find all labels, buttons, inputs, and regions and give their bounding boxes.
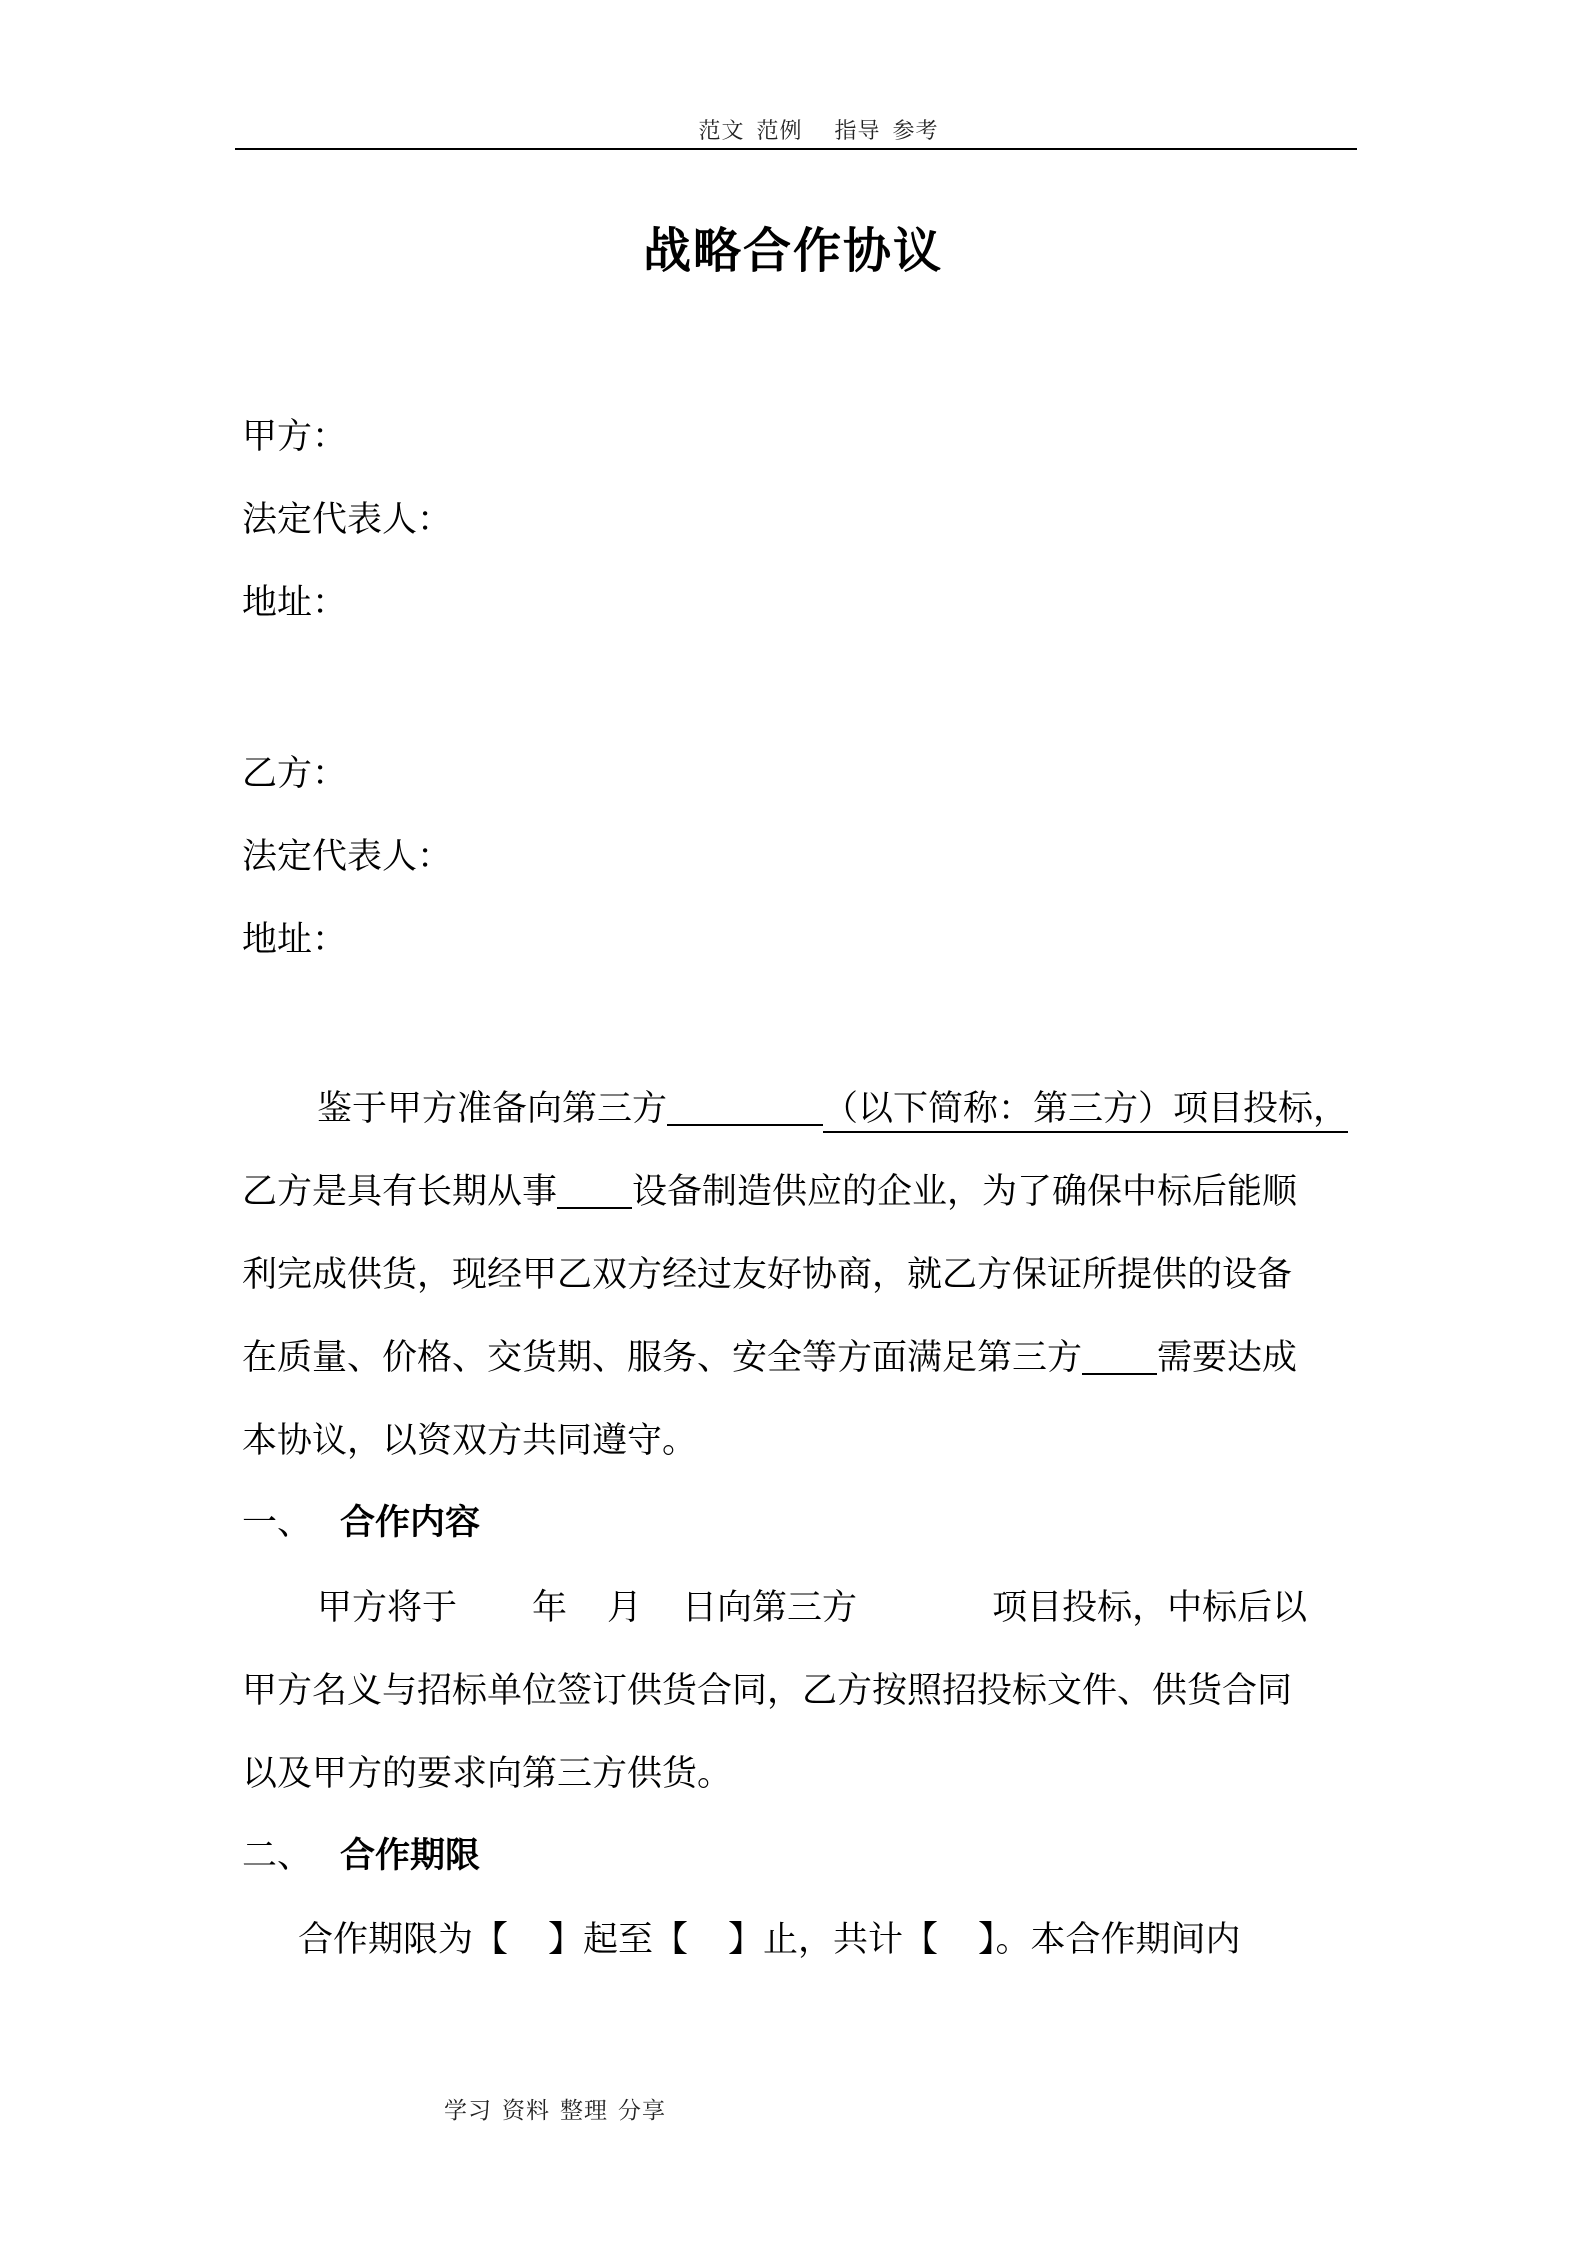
preamble-line-5: 本协议，以资双方共同遵守。 bbox=[242, 1421, 698, 1461]
party-b-name-label: 乙方： bbox=[242, 754, 348, 794]
header-word: 指导 bbox=[834, 119, 881, 144]
section-1-heading: 一、 合作内容 bbox=[242, 1503, 481, 1543]
section-1-line-2: 甲方名义与招标单位签订供货合同，乙方按照招投标文件、供货合同 bbox=[242, 1671, 1293, 1711]
party-b-rep-label: 法定代表人： bbox=[242, 837, 453, 877]
header-word: 范文 bbox=[698, 119, 745, 144]
blank-third-party-2 bbox=[1082, 1339, 1157, 1375]
party-a-addr-label: 地址： bbox=[242, 583, 348, 623]
footer-word: 整理 bbox=[560, 2098, 608, 2124]
party-a-rep-label: 法定代表人： bbox=[242, 500, 453, 540]
page-footer bbox=[444, 2092, 676, 2125]
preamble-line-2: 乙方是具有长期从事 设备制造供应的企业，为了确保中标后能顺 bbox=[242, 1172, 1298, 1212]
section-2-line-1: 合作期限为【 】起至【 】止，共计【 】。本合作期间内 bbox=[298, 1920, 1241, 1960]
page-header bbox=[235, 110, 1357, 150]
section-1-line-1: 甲方将于 年 月 日向第三方 项目投标，中标后以 bbox=[317, 1588, 1308, 1628]
blank-equipment bbox=[557, 1173, 632, 1209]
blank-third-party bbox=[667, 1090, 823, 1126]
section-1-line-3: 以及甲方的要求向第三方供货。 bbox=[242, 1754, 733, 1794]
footer-word: 分享 bbox=[618, 2098, 666, 2124]
header-word: 范例 bbox=[756, 119, 803, 144]
preamble-line-3: 利完成供货，现经甲乙双方经过友好协商，就乙方保证所提供的设备 bbox=[242, 1255, 1293, 1295]
preamble-line-4: 在质量、价格、交货期、服务、安全等方面满足第三方 需要达成 bbox=[242, 1338, 1298, 1378]
party-b-addr-label: 地址： bbox=[242, 920, 348, 960]
section-2-heading: 二、 合作期限 bbox=[242, 1836, 481, 1876]
document-title: 战略合作协议 bbox=[642, 223, 943, 279]
footer-word: 资料 bbox=[502, 2098, 550, 2124]
footer-word: 学习 bbox=[444, 2098, 492, 2124]
header-word: 参考 bbox=[892, 119, 939, 144]
header-text bbox=[235, 114, 1357, 145]
party-a-name-label: 甲方： bbox=[242, 417, 348, 457]
preamble-line-1: 鉴于甲方准备向第三方 （以下简称：第三方）项目投标， bbox=[242, 1087, 1354, 1133]
